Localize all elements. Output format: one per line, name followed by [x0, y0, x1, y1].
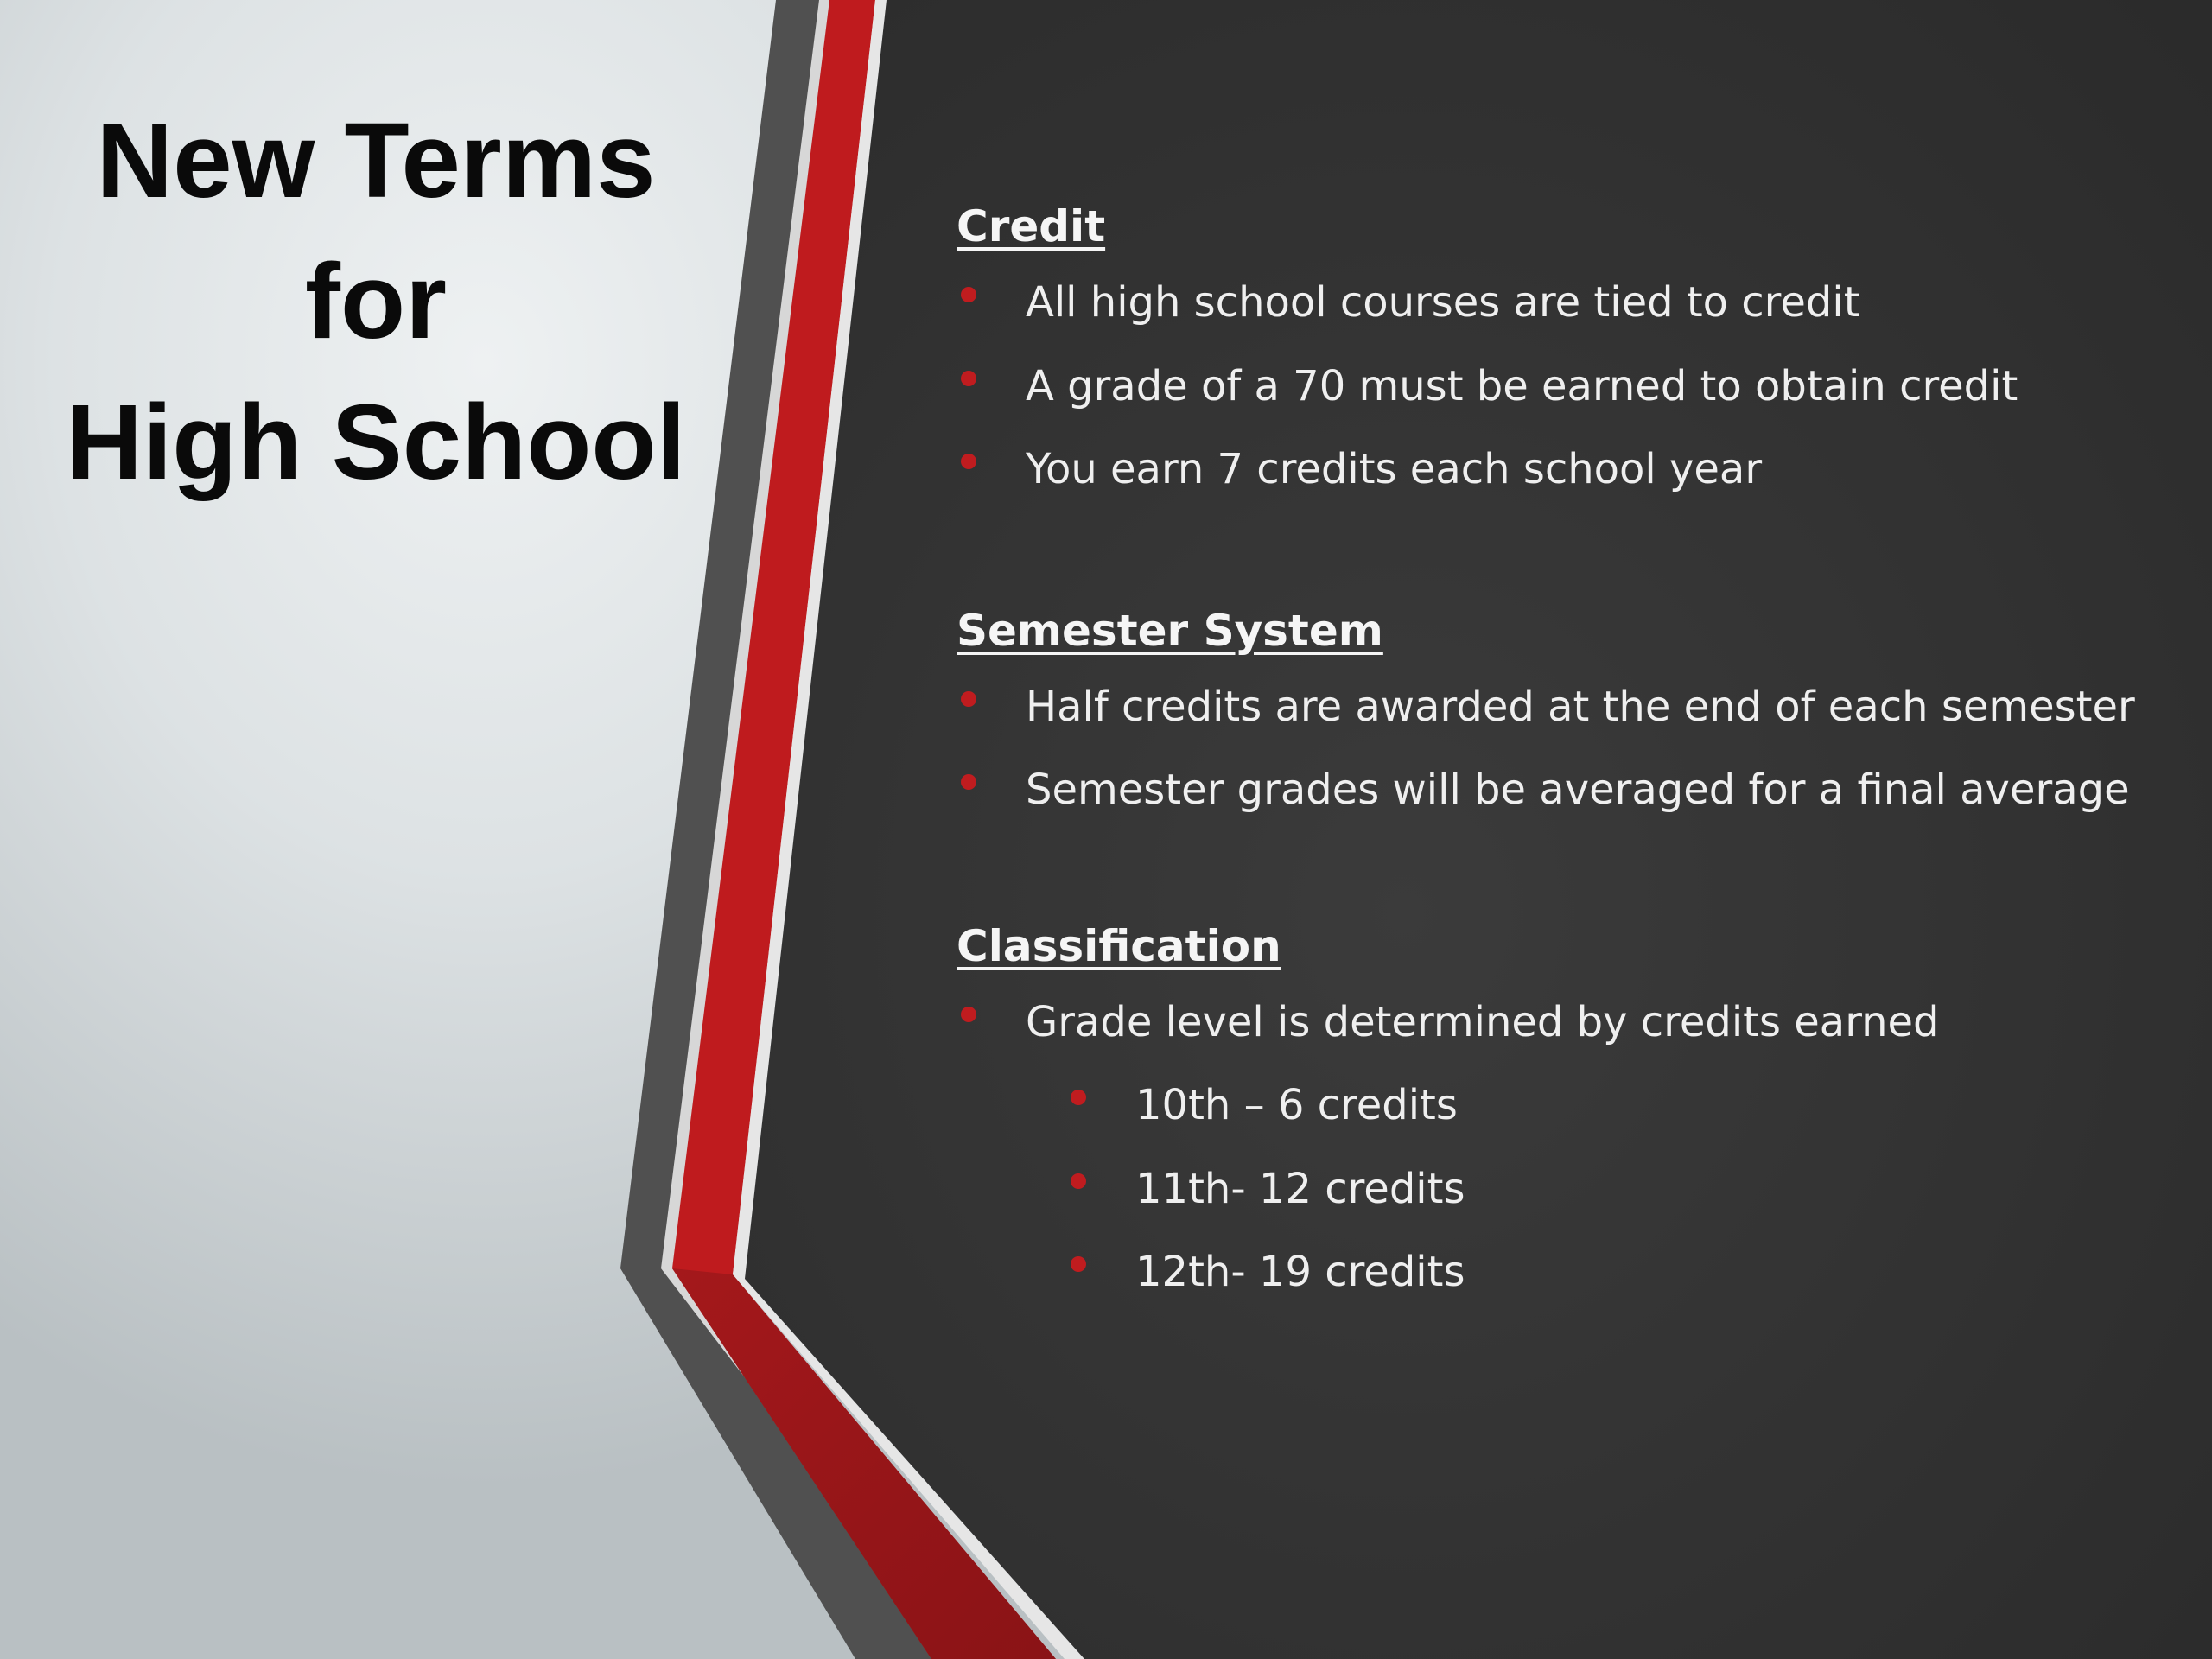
title-line-1: New Terms — [96, 102, 656, 220]
bullet-dot-icon — [961, 691, 976, 707]
sub-bullet-item — [957, 1230, 2166, 1314]
section-credit — [957, 192, 2166, 512]
bullet-list-semester-system — [957, 665, 2166, 832]
sub-bullet-list-classification — [957, 1064, 2166, 1314]
title-line-3: High School — [66, 384, 686, 502]
bullet-dot-icon — [1071, 1173, 1086, 1189]
section-heading-semester-system: Semester System — [957, 605, 1383, 656]
slide-title — [26, 91, 726, 513]
bullet-item — [957, 428, 2166, 512]
bullet-dot-icon — [1071, 1090, 1086, 1105]
sub-bullet-item — [957, 1147, 2166, 1231]
section-heading-credit: Credit — [957, 201, 1106, 251]
bullet-item — [957, 261, 2166, 345]
content-panel — [957, 192, 2166, 1314]
bullet-item — [957, 345, 2166, 429]
sub-bullet-text: 12th- 19 credits — [1135, 1248, 1465, 1296]
bullet-list-classification — [957, 981, 2166, 1065]
bullet-text: All high school courses are tied to credit — [1026, 278, 1860, 327]
bullet-text: You earn 7 credits each school year — [1026, 445, 1763, 493]
section-semester-system — [957, 596, 2166, 832]
bullet-item — [957, 748, 2166, 832]
bullet-text: Half credits are awarded at the end of each semester — [1026, 682, 2135, 731]
bullet-item — [957, 665, 2166, 749]
bullet-text: A grade of a 70 must be earned to obtain credit — [1026, 361, 2018, 410]
bullet-dot-icon — [961, 1007, 976, 1022]
bullet-item — [957, 981, 2166, 1065]
bullet-dot-icon — [1071, 1256, 1086, 1272]
bullet-text: Grade level is determined by credits earned — [1026, 997, 1940, 1046]
bullet-list-credit — [957, 261, 2166, 512]
sub-bullet-item — [957, 1064, 2166, 1147]
sub-bullet-text: 10th – 6 credits — [1135, 1081, 1458, 1129]
bullet-text: Semester grades will be averaged for a final average — [1026, 766, 2130, 814]
bullet-dot-icon — [961, 371, 976, 386]
section-classification — [957, 912, 2166, 1314]
bullet-dot-icon — [961, 287, 976, 302]
bullet-dot-icon — [961, 454, 976, 469]
sub-bullet-text: 11th- 12 credits — [1135, 1164, 1465, 1213]
bullet-dot-icon — [961, 774, 976, 790]
section-heading-classification: Classification — [957, 920, 1281, 971]
title-line-2: for — [305, 243, 447, 361]
